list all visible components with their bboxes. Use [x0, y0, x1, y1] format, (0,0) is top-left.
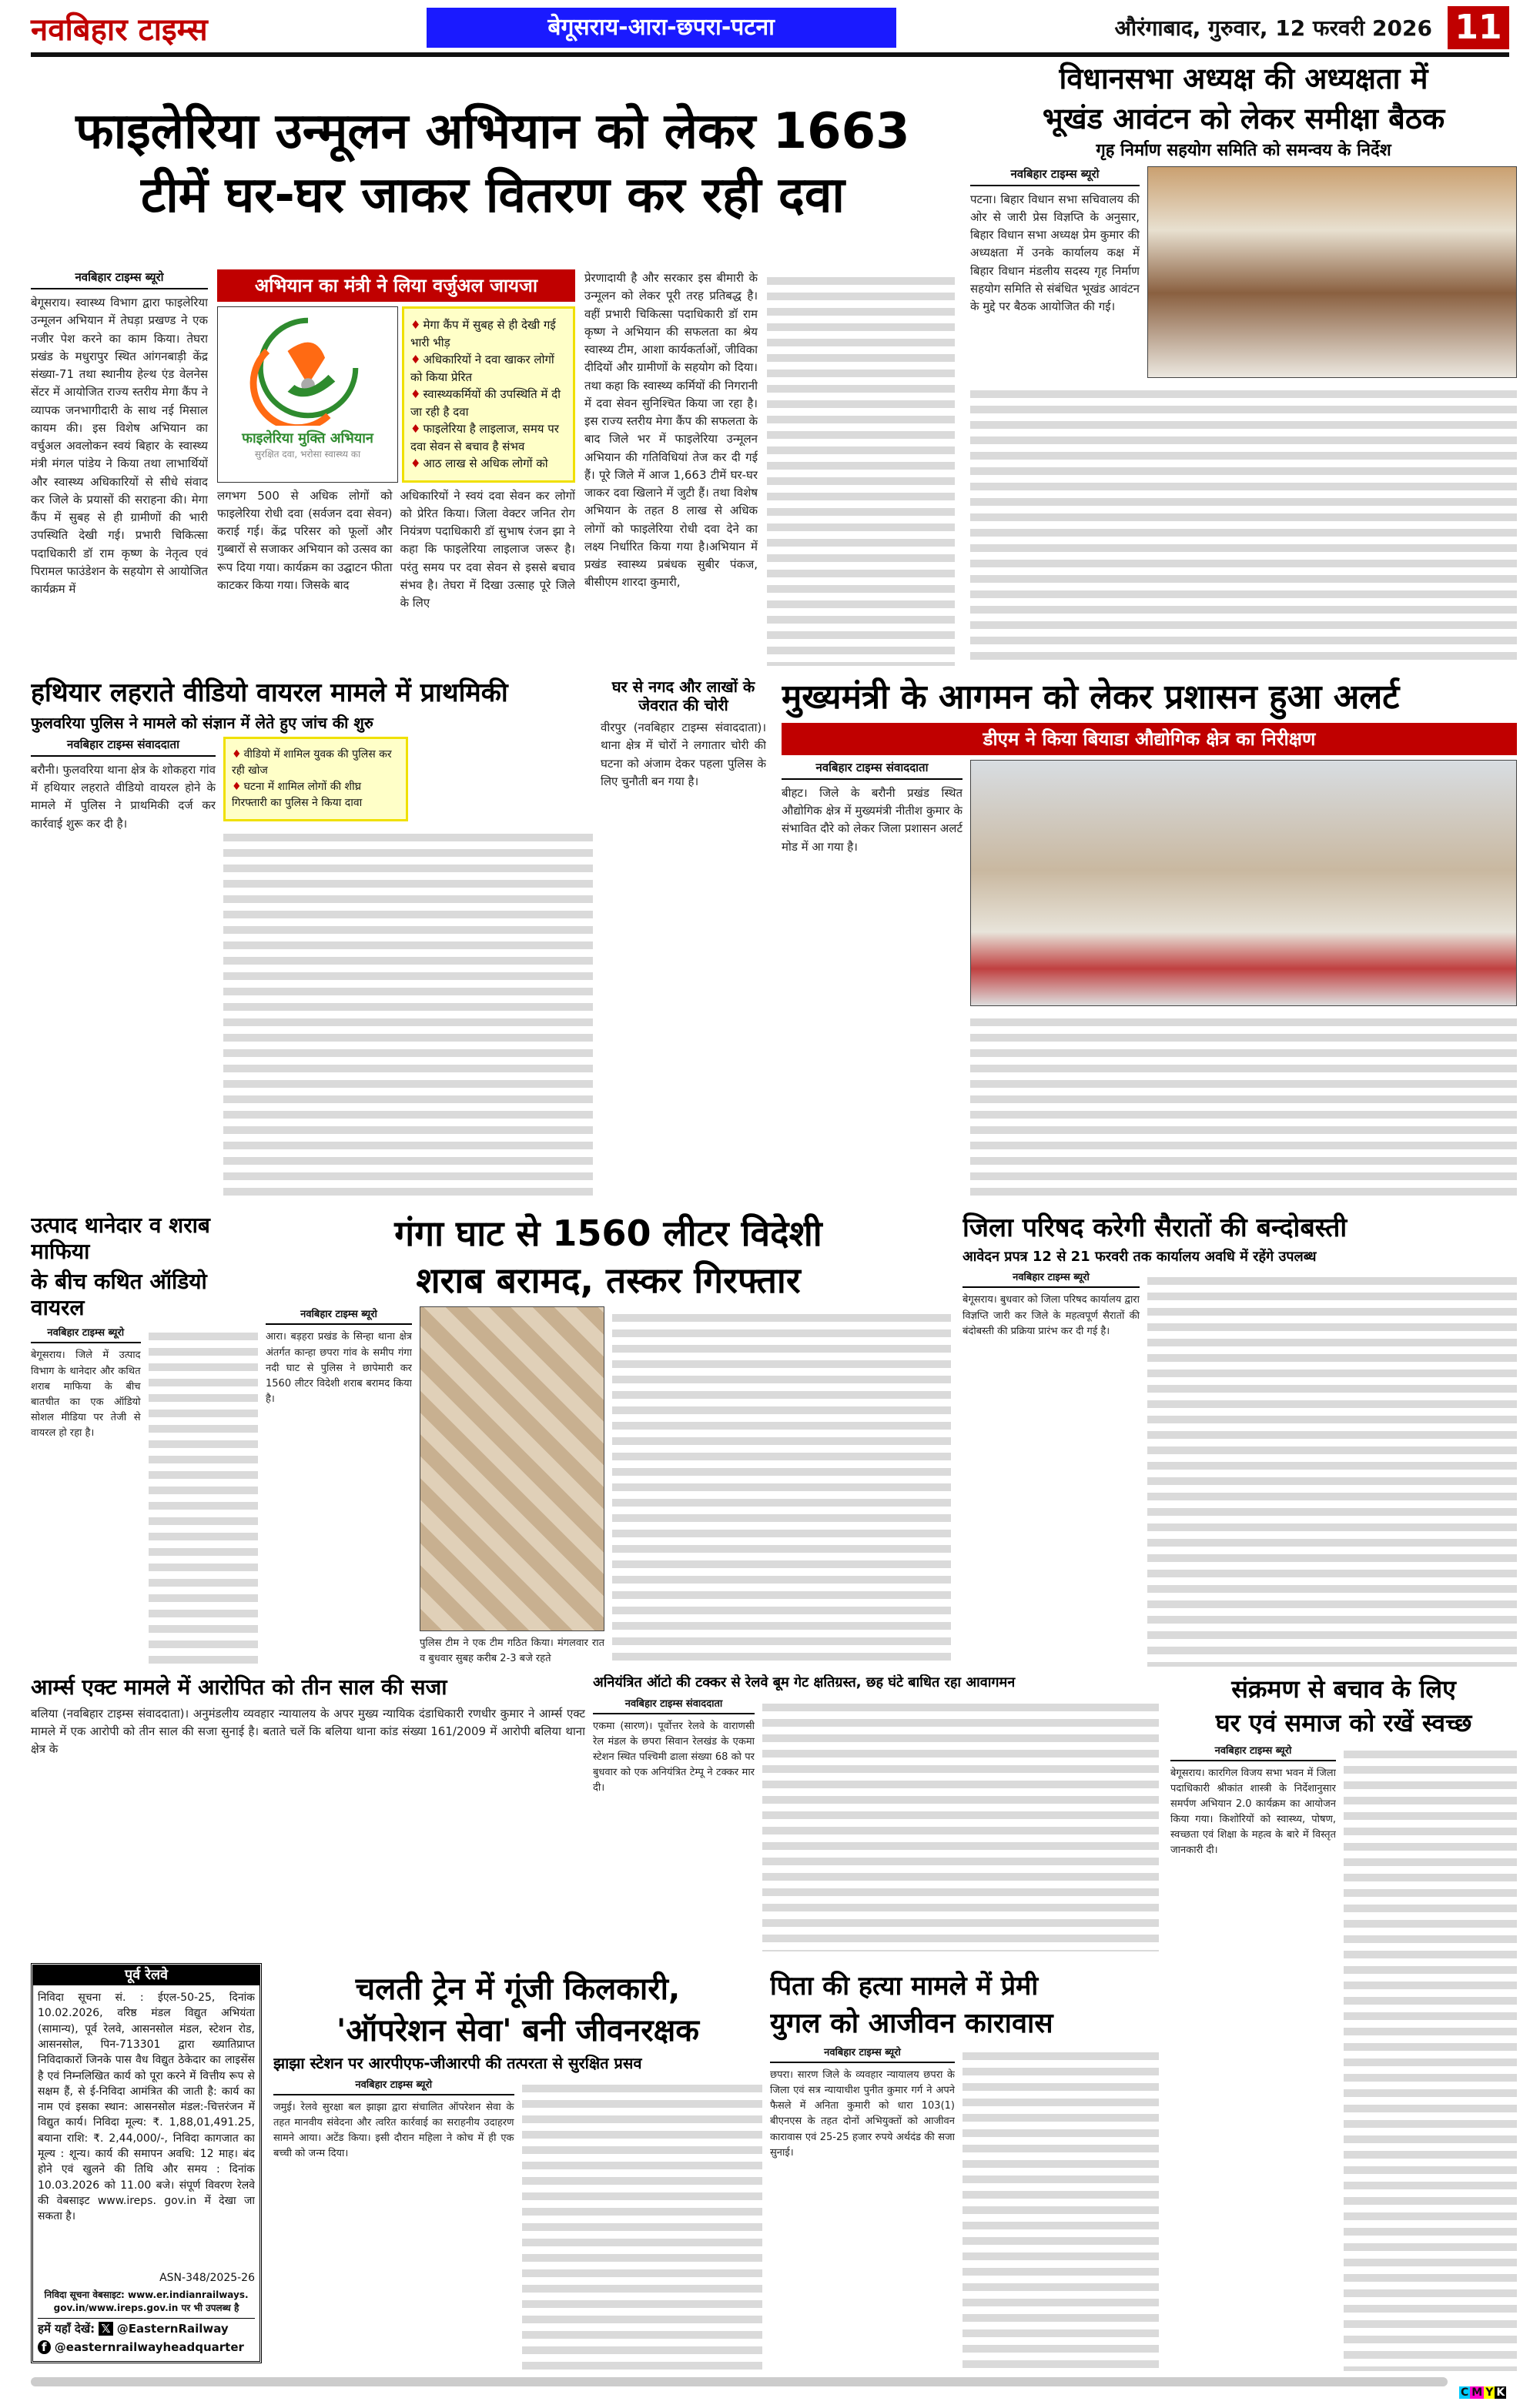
cm-headline: मुख्यमंत्री के आगमन को लेकर प्रशासन हुआ अलर्ट: [782, 677, 1400, 717]
gangaghat-continuation-text: [612, 1306, 951, 1667]
hathiyar-continuation-text: [223, 826, 593, 1201]
zilaparishad-subhead: आवेदन प्रपत्र 12 से 21 फरवरी तक कार्यालय अवधि में रहेंगे उपलब्ध: [962, 1248, 1317, 1265]
sankraman-body: बेगूसराय। कारगिल विजय सभा भवन में जिला पदाधिकारी श्रीकांत शास्त्री के निर्देशानुसार समर्पण अभियान 2.0 कार्यक्रम का आयोजन किया गया। किशोरियों को स्वास्थ्य, पोषण, स्वच्छता एवं शिक्षा के महत्व के बारे में विस्तृत जानकारी दी।: [1170, 1767, 1336, 1857]
thanedar-headline-line2: के बीच कथित ऑडियो वायरल: [31, 1269, 207, 1320]
railway-ad-title: पूर्व रेलवे: [33, 1965, 259, 1985]
hathiyar-subhead: फुलवरिया पुलिस ने मामले को संज्ञान में लेते हुए जांच की शुरु: [31, 713, 373, 732]
railway-ad-follow-label: हमें यहाँ देखें:: [38, 2321, 95, 2336]
vidhansabha-meeting-photo: [1147, 166, 1517, 378]
gangaghat-article: [266, 1212, 951, 1667]
railway-ad-x-handle[interactable]: @EasternRailway: [116, 2321, 229, 2336]
gangaghat-headline-line2: शराब बरामद, तस्कर गिरफ्तार: [416, 1259, 801, 1302]
zilaparishad-article: [962, 1212, 1517, 1667]
hathiyar-headline: हथियार लहराते वीडियो वायरल मामले में प्राथमिकी: [31, 677, 508, 708]
hathiyar-article: [31, 677, 593, 1201]
cm-continuation-text: [970, 1011, 1517, 1201]
zilaparishad-body: बेगूसराय। बुधवार को जिला परिषद कार्यालय द्वारा विज्ञप्ति जारी कर जिले के महत्वपूर्ण सैरातों की बंदोबस्ती की प्रक्रिया प्रारंभ कर दी गई है।: [962, 1294, 1140, 1337]
page-number: 11: [1448, 6, 1509, 49]
cm-body: बीहट। जिले के बरौनी प्रखंड स्थित औद्योगिक क्षेत्र में मुख्यमंत्री नीतीश कुमार के संभावित दौरे को लेकर जिला प्रशासन अलर्ट मोड में आ गया है।: [782, 785, 962, 854]
footer-bar: [31, 2377, 1448, 2386]
chori-article: [601, 677, 766, 1201]
pita-headline-line2: युगल को आजीवन कारावास: [770, 2007, 1053, 2039]
thanedar-continuation-text: [149, 1325, 259, 1667]
arms-headline: आर्म्स एक्ट मामले में आरोपित को तीन साल की सजा: [31, 1674, 447, 1700]
chori-headline: घर से नगद और लाखों के जेवरात की चोरी: [611, 677, 755, 714]
zilaparishad-continuation-text: [1147, 1269, 1517, 1667]
auto-byline: नवबिहार टाइम्स संवाददाता: [593, 1696, 755, 1714]
pita-byline: नवबिहार टाइम्स ब्यूरो: [770, 2045, 955, 2063]
filaria-logo: [217, 306, 398, 483]
lead-column-1: बेगूसराय। स्वास्थ्य विभाग द्वारा फाइलेरिया उन्मूलन अभियान में तेघड़ा प्रखण्ड ने एक नजीर पेश करने का काम किया। तेघरा प्रखंड के मधुरापुर स्थित आंगनबाड़ी केंद्र संख्या-71 तथा स्थानीय हेल्थ एंड वेलनेस सेंटर में आयोजित राज्य स्तरीय मेगा कैंप ने व्यापक जनभागीदारी के साथ नई मिसाल कायम की। इस विशेष अभियान का वर्चुअल अवलोकन स्वयं बिहार के स्वास्थ्य मंत्री मंगल पांडेय ने किया तथा लाभार्थियों और स्वास्थ्य अधिकारियों से सीधे संवाद कर जिले के प्रयासों की सराहना की। मेगा कैंप में सुबह से ही ग्रामीणों की भारी उपस्थिति देखी गई। प्रभारी चिकित्सा पदाधिकारी डॉ राम कृष्ण के नेतृत्व एवं पिरामल फाउंडेशन के सहयोग से आयोजित कार्यक्रम में: [31, 296, 208, 596]
vidhansabha-subhead: गृह निर्माण सहयोग समिति को समन्वय के निर्देश: [1096, 141, 1391, 161]
arms-body: बलिया (नवबिहार टाइम्स संवाददाता)। अनुमंडलीय व्यवहार न्यायालय के अपर मुख्य न्यायिक दंडाधिकारी रणधीर कुमार ने आर्म्स एक्ट मामले में एक आरोपी को तीन साल की सजा सुनाई है। बताते चलें कि बलिया थाना कांड संख्या 161/2009 में आरोपी बलिया थाना क्षेत्र के: [31, 1706, 585, 1757]
train-headline-line1: चलती ट्रेन में गूंजी किलकारी,: [355, 1972, 681, 2007]
auto-body: एकमा (सारण)। पूर्वोत्तर रेलवे के वाराणसी रेल मंडल के छपरा सिवान रेलखंड के एकमा स्टेशन स्थित पश्चिमी ढाला संख्या 68 को पर बुधवार को एक अनियंत्रित टेम्पू ने टक्कर मार दी।: [593, 1720, 755, 1794]
gangaghat-headline-line1: गंगा घाट से 1560 लीटर विदेशी: [394, 1212, 822, 1254]
cmyk-registration-marks: C M Y K: [1461, 2386, 1505, 2399]
hathiyar-highlights-box: [223, 737, 408, 821]
sankraman-byline: नवबिहार टाइम्स ब्यूरो: [1170, 1743, 1336, 1761]
thanedar-headline-line1: उत्पाद थानेदार व शराब माफिया: [31, 1212, 210, 1264]
edition-banner: बेगूसराय-आरा-छपरा-पटना: [427, 8, 896, 48]
gangaghat-photo-caption: पुलिस टीम ने एक टीम गठित किया। मंगलवार रात व बुधवार सुबह करीब 2-3 बजे रहते: [420, 1637, 604, 1664]
sankraman-article: [1170, 1674, 1517, 2371]
highlight-item: ♦ घटना में शामिल लोगों की शीघ्र गिरफ्तारी का पुलिस ने किया दावा: [232, 779, 400, 811]
train-continuation-text: [522, 2077, 763, 2371]
lead-column-3: अधिकारियों ने स्वयं दवा सेवन कर लोगों को प्रेरित किया। जिला वेक्टर जनित रोग नियंत्रण पदाधिकारी डॉ सुभाष रंजन झा ने कहा कि फाइलेरिया लाइलाज जरूर है। परंतु समय पर दवा सेवन से इससे बचाव संभव है। तेघरा में दिखा उत्साह पूरे जिले के लिए: [400, 488, 575, 610]
lead-continuation-text: [767, 269, 955, 666]
vidhansabha-article: [970, 62, 1517, 666]
cm-byline: नवबिहार टाइम्स संवाददाता: [782, 760, 962, 780]
pita-body: छपरा। सारण जिले के व्यवहार न्यायालय छपरा के जिला एवं सत्र न्यायाधीश पुनीत कुमार गर्ग ने अपने फैसले में अनिता कुमारी को धारा 103(1) बीएनएस के तहत दोनों अभियुक्तों को आजीवन कारावास एवं 25-25 हजार रुपये अर्थदंड की सजा सुनाई।: [770, 2069, 955, 2159]
train-body: जमुई। रेलवे सुरक्षा बल झाझा द्वारा संचालित ऑपरेशन सेवा के तहत मानवीय संवेदना और त्वरित कार्रवाई का सराहनीय उदाहरण सामने आया। अटेंड किया। इसी दौरान महिला ने कोच में ही एक बच्ची को जन्म दिया।: [273, 2102, 514, 2160]
auto-article: [593, 1674, 1159, 1951]
filaria-logo-tagline: सुरक्षित दवा, भरोसा स्वास्थ्य का: [254, 449, 361, 460]
filaria-logo-text: फाइलेरिया मुक्ति अभियान: [242, 430, 373, 446]
hathiyar-body: बरौनी। फुलवरिया थाना क्षेत्र के शोकहरा गांव में हथियार लहराते वीडियो वायरल होने के मामले में पुलिस ने प्राथमिकी दर्ज कर कार्रवाई शुरू कर दी है।: [31, 762, 216, 831]
vidhansabha-body: पटना। बिहार विधान सभा सचिवालय की ओर से जारी प्रेस विज्ञप्ति के अनुसार, बिहार विधान सभा अध्यक्ष प्रेम कुमार की अध्यक्षता में उनके कार्यालय कक्ष में बिहार विधान मंडलीय सदस्य गृह निर्माण सहयोग समिति से संबंधित भूखंड आवंटन के मुद्दे पर बैठक आयोजित की गई।: [970, 192, 1140, 314]
vidhansabha-headline-line2: भूखंड आवंटन को लेकर समीक्षा बैठक: [1042, 101, 1445, 135]
cm-redbar: डीएम ने किया बियाडा औद्योगिक क्षेत्र का निरीक्षण: [782, 723, 1517, 755]
cm-article: [782, 677, 1517, 1201]
newspaper-logo: नवबिहार टाइम्स: [31, 11, 208, 48]
lead-byline: नवबिहार टाइम्स ब्यूरो: [31, 269, 208, 289]
zilaparishad-byline: नवबिहार टाइम्स ब्यूरो: [962, 1269, 1140, 1288]
sankraman-continuation-text: [1344, 1743, 1517, 2371]
lead-article: [31, 269, 955, 666]
facebook-logo-icon: f: [38, 2340, 51, 2354]
vidhansabha-byline: नवबिहार टाइम्स ब्यूरो: [970, 166, 1140, 186]
masthead-rule: [31, 52, 1509, 57]
masthead: [31, 5, 1509, 51]
liquor-seizure-photo: [420, 1306, 604, 1630]
cm-inspection-photo: [970, 760, 1517, 1006]
auto-continuation-text: [762, 1696, 1159, 1951]
pita-continuation-text: [962, 2045, 1159, 2371]
lead-box-title: अभियान का मंत्री ने लिया वर्जुअल जायजा: [217, 269, 575, 302]
issue-date: औरंगाबाद, गुरुवार, 12 फरवरी 2026: [1114, 15, 1432, 41]
lead-headline-line2: टीमें घर-घर जाकर वितरण कर रही दवा: [140, 166, 845, 224]
train-article: [273, 1971, 762, 2371]
highlight-item: ♦ फाइलेरिया है लाइलाज, समय पर दवा सेवन से बचाव है संभव: [410, 420, 567, 455]
thanedar-byline: नवबिहार टाइम्स ब्यूरो: [31, 1325, 141, 1343]
pita-article: [770, 1971, 1159, 2371]
highlight-item: ♦ आठ लाख से अधिक लोगों को: [410, 455, 567, 473]
railway-ad-website: निविदा सूचना वेबसाइट: www.er.indianrailways. gov.in/www.ireps.gov.in पर भी उपलब्ध है: [38, 2289, 255, 2319]
lead-highlights-box: [402, 306, 575, 483]
vidhansabha-headline-line1: विधानसभा अध्यक्ष की अध्यक्षता में: [1059, 62, 1428, 95]
arms-article: [31, 1674, 585, 1951]
railway-tender-ad: [31, 1963, 262, 2363]
auto-headline: अनियंत्रित ऑटो की टक्कर से रेलवे बूम गेट क्षतिग्रस्त, छह घंटे बाधित रहा आवागमन: [593, 1674, 1016, 1691]
thanedar-article: [31, 1212, 258, 1667]
vidhansabha-continuation-text: [970, 383, 1517, 666]
lead-headline-block: [31, 62, 955, 266]
gangaghat-byline: नवबिहार टाइम्स ब्यूरो: [266, 1306, 412, 1325]
chori-body: वीरपुर (नवबिहार टाइम्स संवाददाता)। थाना क्षेत्र में चोरों ने लगातार चोरी की घटना को अंजाम देकर पहला पुलिस के लिए चुनौती बन गया है।: [601, 721, 766, 788]
zilaparishad-headline: जिला परिषद करेगी सैरातों की बन्दोबस्ती: [962, 1212, 1348, 1243]
pita-headline-line1: पिता की हत्या मामले में प्रेमी: [770, 1971, 1039, 2002]
railway-ad-fb-handle[interactable]: @easternrailwayheadquarter: [54, 2340, 244, 2355]
train-subhead: झाझा स्टेशन पर आरपीएफ-जीआरपी की तत्परता से सुरक्षित प्रसव: [273, 2054, 642, 2072]
railway-ad-body: निविदा सूचना सं. : ईएल-50-25, दिनांक 10.02.2026, वरिष्ठ मंडल विद्युत अभियंता (सामान्य), पूर्व रेलवे, आसनसोल मंडल, स्टेशन रोड, आसनसोल, पिन-713301 द्वारा ख्यातिप्राप्त निविदाकारों जिनके पास वैध विद्युत ठेकेदार का लाइसेंस है एवं निम्नलिखित कार्य को पूरा करने में वित्तीय रूप से सक्षम हैं, से ई-निविदा आमंत्रित की जाती है: कार्य का नाम एवं इसका स्थान: आसनसोल मंडल:-चित्तरंजन में विद्युत कार्य। निविदा मूल्य: ₹. 1,88,01,491.25, बयाना राशि: ₹. 2,44,000/-, निविदा कागजात का मूल्य : शून्य। कार्य की समापन अवधि: 12 माह। बंद होने एवं खुलने की तिथि और समय : दिनांक 10.03.2026 को 11.00 बजे। संपूर्ण विवरण रेलवे की वेबसाइट www.ireps. gov.in में देखा जा सकता है।: [38, 1992, 255, 2223]
highlight-item: ♦ स्वास्थ्यकर्मियों की उपस्थिति में दी जा रही है दवा: [410, 386, 567, 420]
train-headline-line2: 'ऑपरेशन सेवा' बनी जीवनरक्षक: [336, 2013, 699, 2048]
lead-column-2: लगभग 500 से अधिक लोगों को फाइलेरिया रोधी दवा (सर्वजन दवा सेवन) कराई गई। केंद्र परिसर को फूलों और गुब्बारों से सजाकर अभियान को उत्सव का रूप दिया गया। कार्यक्रम का उद्घाटन फीता काटकर किया गया। जिसके बाद: [217, 488, 393, 592]
highlight-item: ♦ अधिकारियों ने दवा खाकर लोगों को किया प्रेरित: [410, 351, 567, 386]
lead-headline-line1: फाइलेरिया उन्मूलन अभियान को लेकर 1663: [75, 102, 910, 160]
x-logo-icon: 𝕏: [99, 2322, 112, 2336]
railway-ad-asn: ASN-348/2025-26: [159, 2272, 255, 2285]
lead-column-4: प्रेरणादायी है और सरकार इस बीमारी के उन्मूलन को लेकर पूरी तरह प्रतिबद्ध है। वहीं प्रभारी चिकित्सा पदाधिकारी डॉ राम कृष्ण ने अभियान की सफलता का श्रेय स्वास्थ्य टीम, आशा कार्यकर्ताओं, जीविका दीदियों और ग्रामीणों के सहयोग को दिया। तथा कहा कि स्वास्थ्य कर्मियों की निगरानी में दवा सेवन सुनिश्चित किया जा रहा है। इस राज्य स्तरीय मेगा कैंप की सफलता के बाद जिले भर में फाइलेरिया उन्मूलन अभियान की गतिविधियां तेज कर दी गई हैं। पूरे जिले में आज 1,663 टीमें घर-घर जाकर दवा खिलाने में जुटी हैं। तथा विशेष अभियान के तहत 8 लाख से अधिक लोगों को फाइलेरिया रोधी दवा देने का लक्ष्य निर्धारित किया गया है।अभियान में प्रखंड स्वास्थ्य प्रबंधक सुबीर पंकज, बीसीएम शारदा कुमारी,: [584, 271, 758, 590]
gangaghat-body: आरा। बड़हरा प्रखंड के सिन्हा थाना क्षेत्र अंतर्गत कान्हा छपरा गांव के समीप गंगा नदी घाट से पुलिस ने छापेमारी कर 1560 लीटर विदेशी शराब बरामद किया है।: [266, 1331, 412, 1405]
train-byline: नवबिहार टाइम्स ब्यूरो: [273, 2077, 514, 2095]
thanedar-body: बेगूसराय। जिले में उत्पाद विभाग के थानेदार और कथित शराब माफिया के बीच बातचीत का एक ऑडियो सोशल मीडिया पर तेजी से वायरल हो रहा है।: [31, 1349, 141, 1440]
hathiyar-byline: नवबिहार टाइम्स संवाददाता: [31, 737, 216, 757]
highlight-item: ♦ मेगा कैंप में सुबह से ही देखी गई भारी भीड़: [410, 316, 567, 351]
sankraman-headline-line1: संक्रमण से बचाव के लिए: [1231, 1674, 1456, 1704]
sankraman-headline-line2: घर एवं समाज को रखें स्वच्छ: [1215, 1708, 1472, 1738]
highlight-item: ♦ वीडियो में शामिल युवक की पुलिस कर रही खोज: [232, 747, 400, 779]
filaria-logo-icon: [239, 310, 377, 426]
